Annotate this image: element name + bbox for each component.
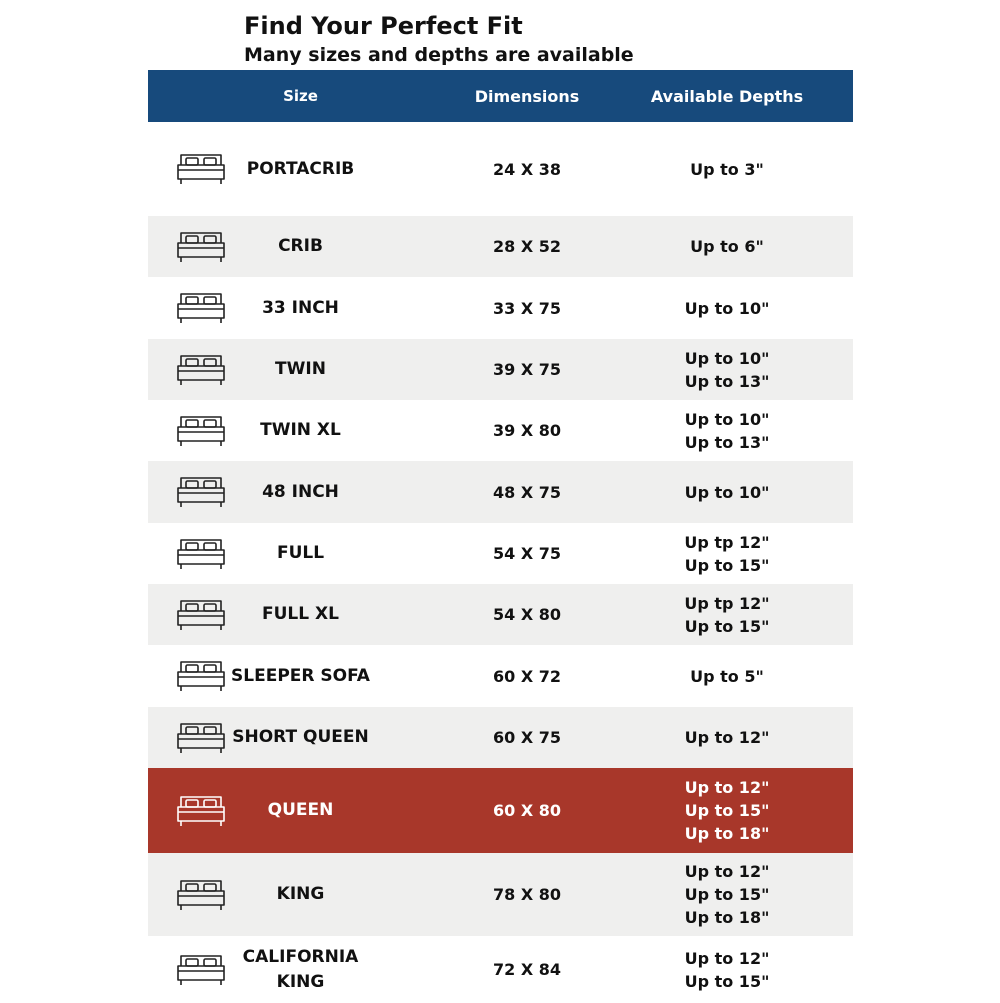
table-row bbox=[148, 707, 853, 768]
depth-option: Up to 15" bbox=[684, 885, 770, 904]
size-cell bbox=[148, 277, 453, 339]
table-body bbox=[148, 122, 853, 1003]
table-row bbox=[148, 523, 853, 584]
dimensions-cell: 78 X 80 bbox=[492, 885, 561, 904]
dimensions-cell: 24 X 38 bbox=[492, 159, 561, 179]
bed-icon bbox=[175, 229, 227, 265]
depth-option: Up to 12" bbox=[684, 778, 770, 797]
bed-icon bbox=[175, 952, 227, 988]
depths-cell bbox=[601, 947, 853, 993]
header-dimensions: Dimensions bbox=[474, 86, 580, 106]
dimensions-cell: 28 X 52 bbox=[492, 237, 561, 256]
depth-option: Up tp 12" bbox=[684, 532, 770, 552]
depth-option: Up to 13" bbox=[684, 371, 770, 391]
bed-icon bbox=[175, 151, 227, 187]
depths-cell bbox=[601, 665, 853, 688]
depth-option: Up to 18" bbox=[684, 908, 770, 927]
size-label: FULL XL bbox=[262, 604, 339, 624]
dimensions-cell: 72 X 84 bbox=[492, 960, 561, 979]
size-cell bbox=[148, 122, 453, 216]
depth-option: Up to 5" bbox=[690, 666, 764, 686]
depth-option: Up to 15" bbox=[684, 971, 770, 991]
table-row bbox=[148, 122, 853, 216]
size-label: PORTACRIB bbox=[246, 158, 355, 179]
size-cell bbox=[148, 461, 453, 523]
depths-cell bbox=[601, 235, 853, 258]
bed-icon bbox=[175, 597, 227, 633]
table-header bbox=[148, 70, 853, 122]
size-cell bbox=[148, 216, 453, 277]
title-block bbox=[244, 10, 634, 68]
size-label: TWIN XL bbox=[260, 420, 341, 440]
depth-option: Up to 3" bbox=[690, 159, 764, 179]
depth-option: Up to 10" bbox=[684, 298, 770, 318]
table-row bbox=[148, 461, 853, 523]
depth-option: Up to 12" bbox=[684, 728, 770, 747]
size-table bbox=[148, 70, 853, 1003]
size-label: 33 INCH bbox=[262, 297, 339, 318]
size-label: TWIN bbox=[275, 359, 326, 379]
depths-cell bbox=[601, 158, 853, 181]
dimensions-cell: 33 X 75 bbox=[492, 298, 561, 318]
depth-option: Up to 12" bbox=[684, 948, 770, 968]
size-label: QUEEN bbox=[267, 800, 334, 820]
size-label: SHORT QUEEN bbox=[232, 727, 369, 747]
depth-option: Up to 10" bbox=[684, 482, 770, 502]
table-row bbox=[148, 645, 853, 707]
depths-cell bbox=[601, 860, 853, 929]
table-row bbox=[148, 768, 853, 853]
depths-cell bbox=[601, 347, 853, 393]
depth-option: Up to 15" bbox=[684, 801, 770, 820]
dimensions-cell: 60 X 72 bbox=[492, 666, 561, 686]
bed-icon bbox=[175, 413, 227, 449]
depth-option: Up tp 12" bbox=[684, 593, 770, 613]
header-depths: Available Depths bbox=[650, 86, 804, 106]
size-cell bbox=[148, 707, 453, 768]
depths-cell bbox=[601, 726, 853, 749]
page-title: Find Your Perfect Fit bbox=[244, 12, 523, 40]
dimensions-cell: 39 X 80 bbox=[492, 421, 561, 440]
depths-cell bbox=[601, 481, 853, 504]
page-subtitle: Many sizes and depths are available bbox=[244, 44, 634, 66]
dimensions-cell: 54 X 75 bbox=[492, 544, 561, 563]
size-cell bbox=[148, 645, 453, 707]
depth-option: Up to 10" bbox=[684, 348, 770, 368]
size-label: FULL bbox=[276, 543, 325, 563]
depth-option: Up to 13" bbox=[684, 432, 770, 452]
table-row bbox=[148, 853, 853, 936]
size-cell bbox=[148, 339, 453, 400]
header-size: Size bbox=[283, 87, 318, 105]
dimensions-cell: 60 X 80 bbox=[492, 801, 561, 820]
depth-option: Up to 12" bbox=[684, 862, 770, 881]
depths-cell bbox=[601, 297, 853, 320]
size-label: 48 INCH bbox=[262, 481, 339, 502]
depth-option: Up to 15" bbox=[684, 555, 770, 575]
dimensions-cell: 60 X 75 bbox=[492, 728, 561, 747]
bed-icon bbox=[175, 474, 227, 510]
bed-icon bbox=[175, 720, 227, 756]
depths-cell bbox=[601, 592, 853, 638]
size-cell bbox=[148, 584, 453, 645]
depths-cell bbox=[601, 408, 853, 454]
size-cell bbox=[148, 768, 453, 853]
table-row bbox=[148, 400, 853, 461]
bed-icon bbox=[175, 877, 227, 913]
size-label: KING bbox=[276, 884, 325, 904]
size-cell bbox=[148, 523, 453, 584]
dimensions-cell: 39 X 75 bbox=[492, 360, 561, 379]
size-cell bbox=[148, 853, 453, 936]
table-row bbox=[148, 277, 853, 339]
bed-icon bbox=[175, 352, 227, 388]
depth-option: Up to 15" bbox=[684, 616, 770, 636]
size-label: SLEEPER SOFA bbox=[231, 665, 370, 686]
table-row bbox=[148, 936, 853, 1003]
size-label: CRIB bbox=[278, 236, 323, 256]
size-label: CALIFORNIA KING bbox=[242, 946, 359, 992]
table-row bbox=[148, 216, 853, 277]
depths-cell bbox=[601, 531, 853, 577]
bed-icon bbox=[175, 658, 227, 694]
depth-option: Up to 10" bbox=[684, 409, 770, 429]
table-row bbox=[148, 584, 853, 645]
size-cell bbox=[148, 400, 453, 461]
depth-option: Up to 18" bbox=[684, 824, 770, 843]
dimensions-cell: 48 X 75 bbox=[492, 482, 561, 502]
table-row bbox=[148, 339, 853, 400]
bed-icon bbox=[175, 290, 227, 326]
dimensions-cell: 54 X 80 bbox=[492, 605, 561, 624]
depth-option: Up to 6" bbox=[690, 237, 764, 256]
depths-cell bbox=[601, 776, 853, 845]
bed-icon bbox=[175, 536, 227, 572]
bed-icon bbox=[175, 793, 227, 829]
size-cell bbox=[148, 936, 453, 1003]
